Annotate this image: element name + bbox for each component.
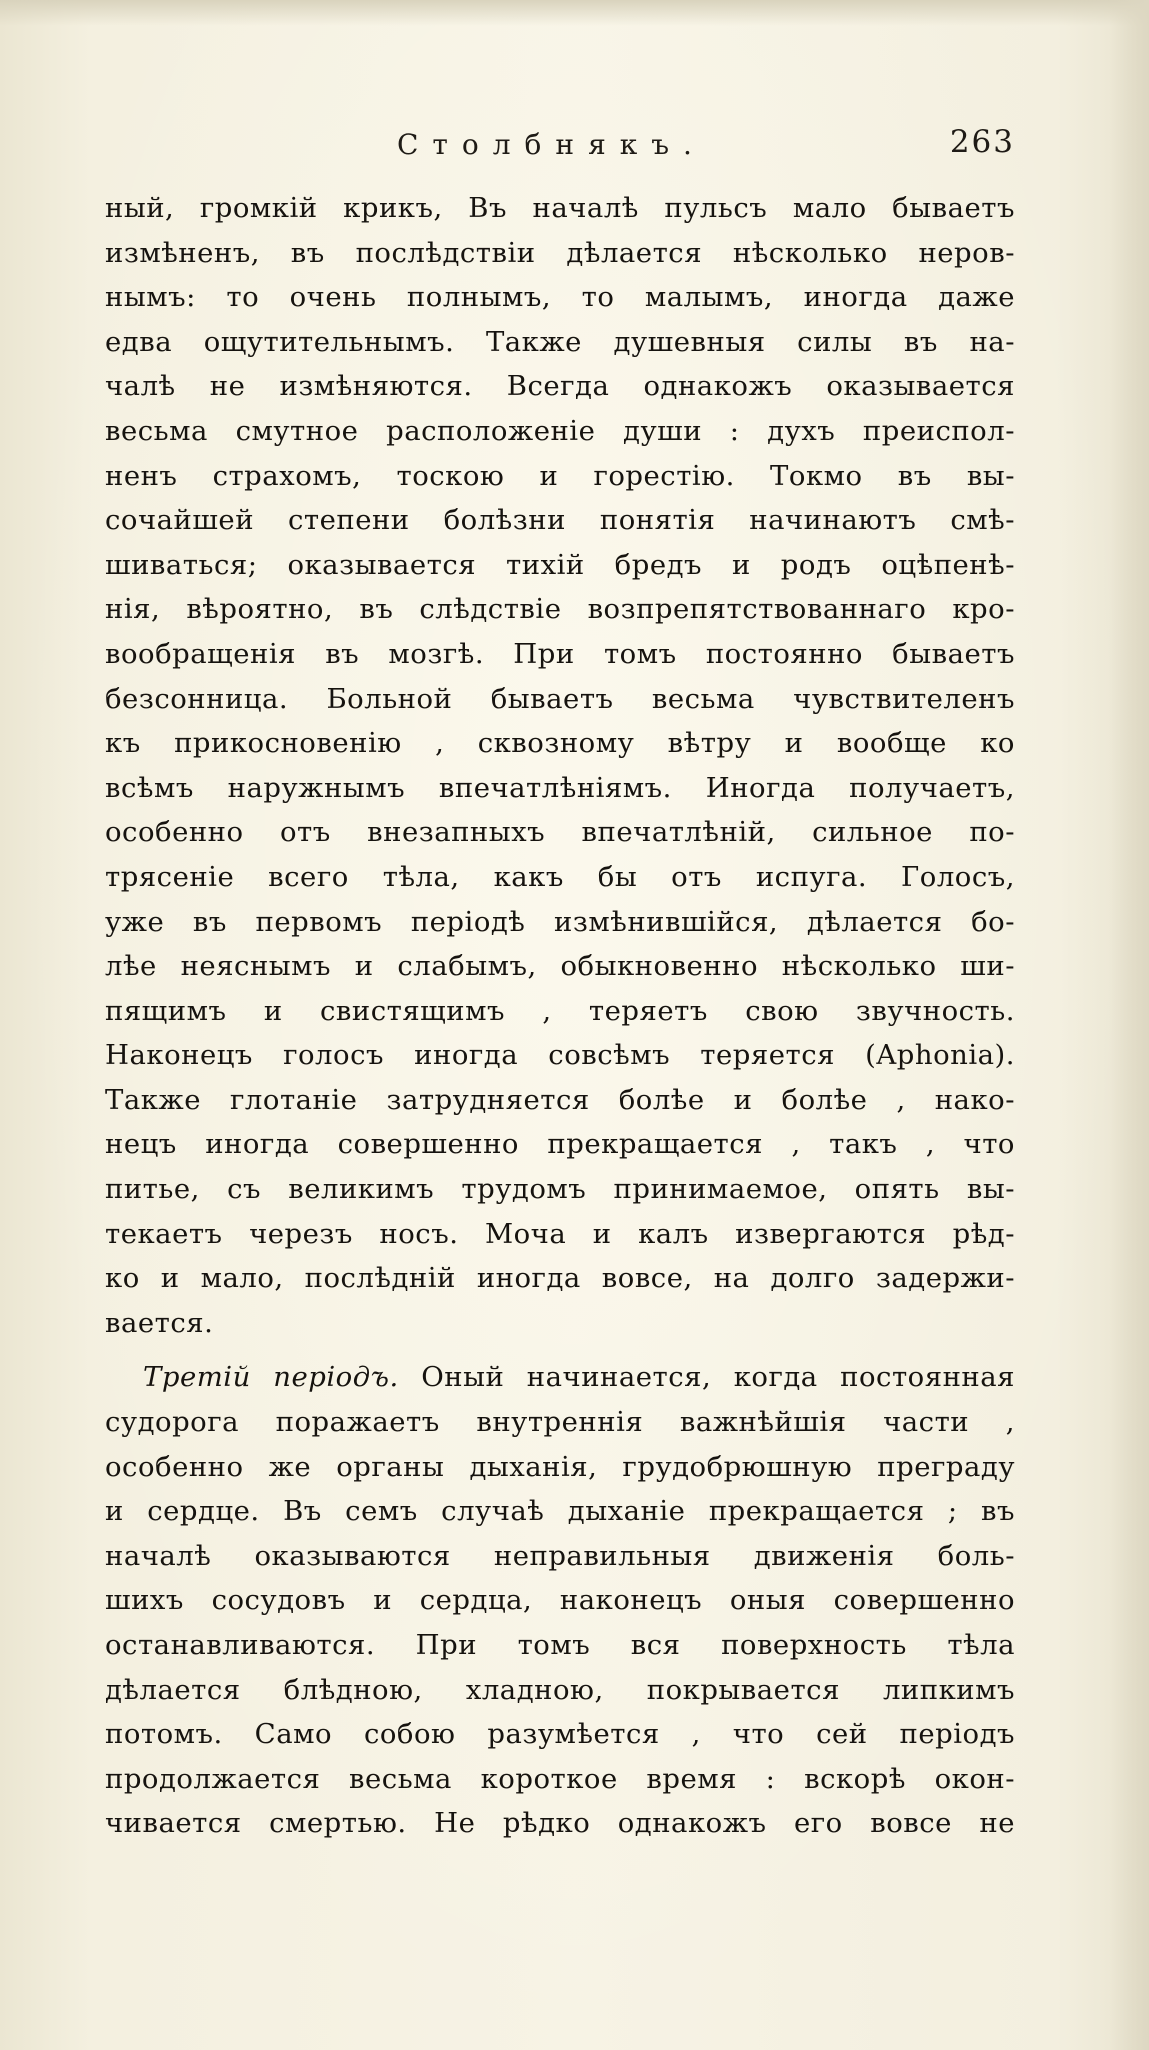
text-line: шихъ сосудовъ и сердца, наконецъ оныя совершенно: [105, 1584, 1015, 1617]
text-line: едва ощутительнымъ. Также душевныя силы въ на-: [105, 325, 1015, 358]
text-line: Наконецъ голосъ иногда совсѣмъ теряется (Aphonia).: [105, 1039, 1015, 1072]
text-line: чивается смертью. Не рѣдко однакожъ его вовсе не: [105, 1807, 1015, 1840]
text-line: питье, съ великимъ трудомъ принимаемое, опять вы-: [105, 1173, 1015, 1206]
text-line: ный, громкій крикъ, Въ началѣ пульсъ мало бываетъ: [105, 192, 1015, 224]
text-line: нецъ иногда совершенно прекращается , такъ , что: [105, 1128, 1015, 1161]
text-line: текаетъ черезъ носъ. Моча и калъ извергаются рѣд-: [105, 1217, 1015, 1250]
text-line: уже въ первомъ періодѣ измѣнившійся, дѣлается бо-: [105, 905, 1015, 938]
paragraph-2-first-line: [105, 1355, 1015, 1400]
text-line: лѣе неяснымъ и слабымъ, обыкновенно нѣсколько ши-: [105, 950, 1015, 983]
text-line: судорога поражаетъ внутреннія важнѣйшія части ,: [105, 1406, 1015, 1439]
text-line: особенно же органы дыханія, грудобрюшную преграду: [105, 1450, 1015, 1483]
text-line: потомъ. Само собою разумѣется , что сей періодъ: [105, 1718, 1015, 1751]
text-line: продолжается весьма короткое время : вскорѣ окон-: [105, 1762, 1015, 1795]
page-right-shadow: [1109, 0, 1149, 2050]
page-text: [105, 186, 1015, 1846]
text-line: останавливаются. При томъ вся поверхность тѣла: [105, 1629, 1015, 1661]
text-line: и сердце. Въ семъ случаѣ дыханіе прекращается ; въ: [105, 1495, 1015, 1528]
text-line: безсонница. Больной бываетъ весьма чувствителенъ: [105, 682, 1015, 715]
text-line: трясеніе всего тѣла, какъ бы отъ испуга. Голосъ,: [105, 860, 1015, 893]
text-line: ко и мало, послѣдній иногда вовсе, на долго задержи-: [105, 1262, 1015, 1295]
text-line: шиваться; оказывается тихій бредъ и родъ оцѣпенѣ-: [105, 548, 1015, 581]
text-line: къ прикосновенію , сквозному вѣтру и вообще ко: [105, 727, 1015, 760]
text-line: всѣмъ наружнымъ впечатлѣніямъ. Иногда получаетъ,: [105, 771, 1015, 804]
running-title: Столбнякъ.: [397, 128, 706, 161]
text-line: началѣ оказываются неправильныя движенія боль-: [105, 1539, 1015, 1572]
text-line: вается.: [105, 1306, 214, 1339]
text-line: сочайшей степени болѣзни понятія начинаютъ смѣ-: [105, 504, 1015, 537]
period-heading: Третій періодъ.: [143, 1361, 399, 1394]
text-line: пящимъ и свистящимъ , теряетъ свою звучность.: [105, 994, 1015, 1027]
paragraph-2-first-text: Оный начинается, когда постоянная: [421, 1361, 1015, 1394]
text-line: особенно отъ внезапныхъ впечатлѣній, сильное по-: [105, 816, 1015, 849]
page-number: 263: [949, 124, 1015, 160]
page-top-shadow: [0, 0, 1149, 26]
text-line: нія, вѣроятно, въ слѣдствіе возпрепятствованнаго кро-: [105, 593, 1015, 626]
text-line: нымъ: то очень полнымъ, то малымъ, иногда даже: [105, 281, 1015, 314]
text-line: дѣлается блѣдною, хладною, покрывается липкимъ: [105, 1673, 1015, 1706]
text-line: весьма смутное расположеніе души : духъ преиспол-: [105, 414, 1015, 447]
text-line: Также глотаніе затрудняется болѣе и болѣе , нако-: [105, 1083, 1015, 1116]
running-head: [105, 124, 1015, 168]
text-line: вообращенія въ мозгѣ. При томъ постоянно бываетъ: [105, 637, 1015, 670]
text-line: чалѣ не измѣняются. Всегда однакожъ оказывается: [105, 370, 1015, 403]
text-line: ненъ страхомъ, тоскою и горестію. Токмо въ вы-: [105, 459, 1015, 492]
text-line: измѣненъ, въ послѣдствіи дѣлается нѣсколько неров-: [105, 236, 1015, 269]
